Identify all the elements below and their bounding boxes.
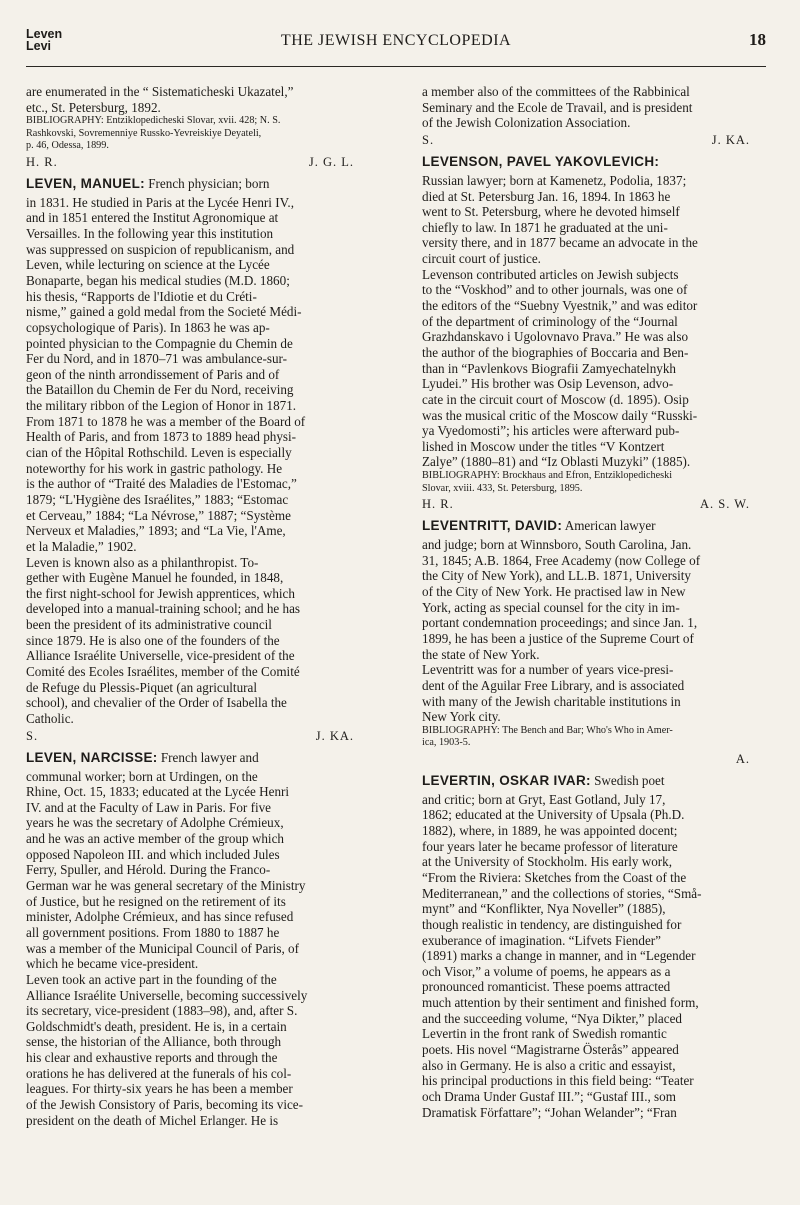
text-line: 1879; “L'Hygiène des Israélites,” 1883; “Estomac xyxy=(26,491,289,507)
text-line: and critic; born at Gryt, East Gotland, July 17, xyxy=(422,791,666,807)
text-line: och Visor,” a volume of poems, he appears as a xyxy=(422,963,671,979)
headword: LEVEN, MANUEL: xyxy=(26,175,145,191)
text-line: cate in the circuit court of Moscow (d. 1895). Osip xyxy=(422,391,689,407)
text-line: developed into a manual-training school; and he has xyxy=(26,601,301,617)
signature-right: A. xyxy=(735,751,750,766)
text-line: leagues. For thirty-six years he has been a member xyxy=(26,1081,293,1097)
text-line: went to St. Petersburg, where he devoted himself xyxy=(422,204,680,220)
text-line: president on the death of Michel Erlanger. He is xyxy=(26,1112,279,1128)
heading-text: Swedish poet xyxy=(590,772,665,788)
text-line: since 1879. He is also one of the founders of the xyxy=(26,632,280,648)
text-line: dent of the Aguilar Free Library, and is associated xyxy=(422,677,685,693)
text-line: och Drama Under Gustaf III.”; “Gustaf III., som xyxy=(422,1088,676,1104)
text-line: lished in Moscow under the titles “V Kontzert xyxy=(422,438,665,454)
headword: LEVERTIN, OSKAR IVAR: xyxy=(422,772,591,788)
text-line: at the University of Stockholm. His early work, xyxy=(422,854,672,870)
text-line: et la Maladie,” 1902. xyxy=(26,538,137,554)
text-line: Grazhdanskavo i Ugolovnavo Prava.” He was also xyxy=(422,329,689,345)
entry-heading xyxy=(422,515,772,537)
text-line: Zalye” (1880–81) and “Iz Oblasti Muzyki” (1885). xyxy=(422,454,691,470)
text-line: Alliance Israélite Universelle, becoming successively xyxy=(26,987,308,1003)
right-column xyxy=(422,84,772,1120)
text-line: de Refuge du Plessis-Piquet (an agricultural xyxy=(26,679,258,695)
text-line: Fer du Nord, and in 1870–71 was ambulance-sur- xyxy=(26,351,288,367)
text-line: the City of New York), and LL.B. 1871, University xyxy=(422,568,691,584)
text-line: all government positions. From 1880 to 1887 he xyxy=(26,924,280,940)
headword: LEVEN, NARCISSE: xyxy=(26,749,158,765)
page-number: 18 xyxy=(749,30,766,49)
text-line: Lyudei.” His brother was Osip Levenson, advo- xyxy=(422,376,674,392)
text-line: to the “Voskhod” and to other journals, was one of xyxy=(422,282,688,298)
text-line: circuit court of justice. xyxy=(422,251,541,267)
text-line: Leventritt was for a number of years vice-presi- xyxy=(422,662,674,678)
text-line: his clear and exhaustive reports and through the xyxy=(26,1050,278,1066)
bibliography-line: p. 46, Odessa, 1899. xyxy=(26,140,109,152)
entry-levenson xyxy=(422,151,772,513)
text-line: geon of the ninth arrondissement of Paris and of xyxy=(26,366,280,382)
bibliography-line: BIBLIOGRAPHY: The Bench and Bar; Who's Who in Amer- xyxy=(422,724,673,736)
text-line: nisme,” gained a gold medal from the Societé Médi- xyxy=(26,304,302,320)
text-line: of the department of criminology of the “Journal xyxy=(422,313,678,329)
text-line: his thesis, “Rapports de l'Idiotie et du Créti- xyxy=(26,288,257,304)
bibliography xyxy=(422,470,772,495)
text-line: Comité des Ecoles Israélites, member of the Comité xyxy=(26,664,300,679)
entry-body xyxy=(26,769,376,1129)
text-line: exuberance of imagination. “Lifvets Fiender” xyxy=(422,932,661,948)
text-line: the editors of the “Suebny Vyestnik,” and was editor xyxy=(422,298,698,314)
author-signature xyxy=(26,727,376,745)
bibliography-line: Rashkovski, Sovremenniye Russko-Yevreiskiye Deyateli, xyxy=(26,127,262,139)
text-line: a member also of the committees of the Rabbinical xyxy=(422,84,690,99)
bibliography xyxy=(422,725,772,750)
running-title: THE JEWISH ENCYCLOPEDIA xyxy=(280,32,512,49)
continued-paragraph xyxy=(422,84,772,131)
text-line: Versailles. In the following year this institution xyxy=(26,226,274,242)
text-line: poets. His novel “Magistrarne Österås” appeared xyxy=(422,1042,679,1058)
text-line: the Bataillon du Chemin de Fer du Nord, receiving xyxy=(26,382,294,398)
text-line: Nerveux et Maladies,” 1893; and “La Vie, l'Ame, xyxy=(26,523,286,539)
entry-body xyxy=(422,173,772,470)
signature-left: S. xyxy=(422,132,435,147)
text-line: of Justice, but he resigned on the retirement of its xyxy=(26,893,286,909)
text-line: orations he has delivered at the funerals of his col- xyxy=(26,1065,292,1081)
text-line: of the Jewish Consistory of Paris, becoming its vice- xyxy=(26,1097,304,1113)
entry-body xyxy=(422,537,772,725)
entry-body xyxy=(422,792,772,1120)
text-line: is the author of “Traité des Maladies de l'Estomac,” xyxy=(26,476,297,492)
text-line: etc., St. Petersburg, 1892. xyxy=(26,99,161,115)
text-line: and he was an active member of the group which xyxy=(26,831,284,847)
text-line: school), and chevalier of the Order of Isabella the xyxy=(26,695,287,711)
text-line: Leven is known also as a philanthropist. To- xyxy=(26,554,259,570)
text-line: Dramatisk Författare”; “Johan Welander”; “Fran xyxy=(422,1104,677,1120)
text-line: Levertin in the front rank of Swedish romantic xyxy=(422,1026,667,1042)
signature-left: H. R. xyxy=(422,497,454,512)
guide-word-last: Levi xyxy=(26,39,52,53)
text-line: was suppressed on suspicion of republicanism, and xyxy=(26,241,295,257)
text-line: New York city. xyxy=(422,709,501,725)
text-line: From 1871 to 1878 he was a member of the Board of xyxy=(26,413,306,429)
headword: LEVENSON, PAVEL YAKOVLEVICH: xyxy=(422,153,660,169)
text-line: versity there, and in 1877 became an advocate in the xyxy=(422,235,698,251)
text-line: Alliance Israélite Universelle, vice-president of the xyxy=(26,648,295,664)
signature-left: S. xyxy=(26,728,39,743)
signature-left: H. R. xyxy=(26,154,58,169)
text-line: (1891) marks a change in manner, and in “Legender xyxy=(422,948,696,964)
text-line: sense, the historian of the Alliance, both through xyxy=(26,1034,282,1050)
text-line: pointed physician to the Compagnie du Chemin de xyxy=(26,335,293,351)
author-signature xyxy=(26,153,376,171)
text-line: Leven took an active part in the founding of the xyxy=(26,971,277,987)
text-line: 31, 1845; A.B. 1864, Free Academy (now College of xyxy=(422,552,701,568)
guide-word-first: Leven xyxy=(26,27,63,41)
text-line: 1862; educated at the University of Upsala (Ph.D. xyxy=(422,807,685,823)
text-line: though realistic in tendency, are distinguished for xyxy=(422,916,682,932)
text-line: was a member of the Municipal Council of Paris, of xyxy=(26,940,299,956)
text-line: Ferry, Spuller, and Hérold. During the Franco- xyxy=(26,862,271,878)
text-line: gether with Eugène Manuel he founded, in 1848, xyxy=(26,570,284,586)
text-line: German war he was general secretary of the Ministry xyxy=(26,878,306,894)
text-line: York, acting as special counsel for the city in im- xyxy=(422,599,680,615)
entry-levertin xyxy=(422,770,772,1120)
text-line: in 1831. He studied in Paris at the Lycée Henri IV., xyxy=(26,194,294,210)
heading-text: French lawyer and xyxy=(157,749,259,765)
text-line: pronounced romanticist. These poems attracted xyxy=(422,979,671,995)
entry-leven-manuel xyxy=(26,173,376,745)
text-line: 1899, he has been a justice of the Supreme Court of xyxy=(422,630,694,646)
text-line: was the musical critic of the Moscow daily “Russki- xyxy=(422,407,698,423)
text-line: opposed Napoleon III. and which included Jules xyxy=(26,846,280,862)
text-line: and judge; born at Winnsboro, South Carolina, Jan. xyxy=(422,537,692,553)
header-rule xyxy=(26,66,766,67)
signature-right: A. S. W. xyxy=(699,497,750,512)
bibliography-line: BIBLIOGRAPHY: Brockhaus and Efron, Entziklopedicheski xyxy=(422,470,673,482)
text-line: Russian lawyer; born at Kamenetz, Podolia, 1837; xyxy=(422,172,687,188)
text-line: with many of the Jewish charitable institutions in xyxy=(422,693,681,709)
signature-right: J. KA. xyxy=(315,728,354,743)
text-line: than in “Pavlenkovs Biografii Zamyechatelnykh xyxy=(422,360,676,376)
author-signature xyxy=(422,131,772,149)
text-line: the first night-school for Jewish apprentices, which xyxy=(26,585,295,601)
bibliography-line: Slovar, xviii. 433, St. Petersburg, 1895. xyxy=(422,482,583,494)
signature-right: J. KA. xyxy=(711,132,750,147)
headword: LEVENTRITT, DAVID: xyxy=(422,518,563,534)
entry-heading xyxy=(422,151,772,173)
text-line: Levenson contributed articles on Jewish subjects xyxy=(422,266,679,282)
text-line: years he was the secretary of Adolphe Crémieux, xyxy=(26,815,284,831)
text-line: and in 1851 entered the Institut Agronomique at xyxy=(26,210,279,226)
heading-text: French physician; born xyxy=(144,175,270,191)
text-line: IV. and at the Faculty of Law in Paris. For five xyxy=(26,799,271,815)
author-signature xyxy=(422,495,772,513)
text-line: of the Jewish Colonization Association. xyxy=(422,115,631,131)
entry-heading xyxy=(26,747,376,769)
text-line: which he became vice-president. xyxy=(26,956,199,972)
text-line: chiefly to law. In 1871 he graduated at the uni- xyxy=(422,219,668,235)
text-line: 1882), where, in 1889, he was appointed docent; xyxy=(422,823,678,839)
running-header xyxy=(26,28,766,62)
text-line: cian of the Hôpital Rothschild. Leven is especially xyxy=(26,445,292,461)
text-line: of the City of New York. He practised law in New xyxy=(422,584,686,600)
bibliography-line: ica, 1903-5. xyxy=(422,737,471,749)
text-line: Health of Paris, and from 1873 to 1889 head physi- xyxy=(26,429,297,445)
text-line: Leven, while lecturing on science at the Lycée xyxy=(26,257,270,273)
text-line: mynt” and “Konflikter, Nya Noveller” (1885), xyxy=(422,901,666,917)
bibliography xyxy=(26,115,376,153)
text-line: Catholic. xyxy=(26,710,74,726)
text-line: its secretary, vice-president (1883–98), and, after S. xyxy=(26,1003,298,1019)
text-line: et Cerveau,” 1884; “La Névrose,” 1887; “Système xyxy=(26,507,291,523)
text-line: also in Germany. He is also a critic and essayist, xyxy=(422,1057,676,1073)
text-line: his principal productions in this field being: “Teater xyxy=(422,1073,694,1089)
text-line: the state of New York. xyxy=(422,646,540,662)
entry-leven-narcisse xyxy=(26,747,376,1129)
text-line: Mediterranean,” and the collections of stories, “Små- xyxy=(422,885,702,901)
continued-paragraph xyxy=(26,84,376,115)
text-line: and the succeeding volume, “Nya Dikter,” placed xyxy=(422,1010,682,1026)
author-signature xyxy=(422,750,772,768)
text-line: Bonaparte, began his medical studies (M.D. 1860; xyxy=(26,272,290,288)
entry-heading xyxy=(26,173,376,195)
text-line: the military ribbon of the Legion of Honor in 1871. xyxy=(26,398,297,414)
text-line: “From the Riviera: Sketches from the Coast of the xyxy=(422,869,687,885)
signature-right: J. G. L. xyxy=(308,154,354,169)
text-line: minister, Adolphe Crémieux, and has since refused xyxy=(26,909,294,925)
text-line: Goldschmidt's death, president. He is, in a certain xyxy=(26,1018,287,1034)
text-line: ya Vyedomosti”; his articles were afterward pub- xyxy=(422,423,680,439)
text-line: Rhine, Oct. 15, 1833; educated at the Lycée Henri xyxy=(26,784,290,800)
entry-body xyxy=(26,195,376,727)
left-column xyxy=(26,84,376,1128)
text-line: noteworthy for his work in gastric pathology. He xyxy=(26,460,283,476)
text-line: are enumerated in the “ Sistematicheski Ukazatel,” xyxy=(26,84,294,99)
bibliography-line: BIBLIOGRAPHY: Entziklopedicheski Slovar, xvii. 428; N. S. xyxy=(26,115,281,127)
entry-heading xyxy=(422,770,772,792)
text-line: four years later he became professor of literature xyxy=(422,838,678,854)
text-line: copsychologique of Paris). In 1863 he was ap- xyxy=(26,319,270,335)
text-line: died at St. Petersburg Jan. 16, 1894. In 1863 he xyxy=(422,188,671,204)
text-line: portant condemnation proceedings; and since Jan. 1, xyxy=(422,615,698,631)
text-line: Seminary and the Ecole de Travail, and is president xyxy=(422,99,693,115)
text-line: the author of the biographies of Boccaria and Ben- xyxy=(422,344,689,360)
entry-leventritt xyxy=(422,515,772,768)
text-line: been the president of its administrative council xyxy=(26,617,272,633)
text-line: much attention by their sentiment and finished form, xyxy=(422,995,699,1011)
text-line: communal worker; born at Urdingen, on the xyxy=(26,768,258,784)
heading-text: American lawyer xyxy=(562,518,656,534)
